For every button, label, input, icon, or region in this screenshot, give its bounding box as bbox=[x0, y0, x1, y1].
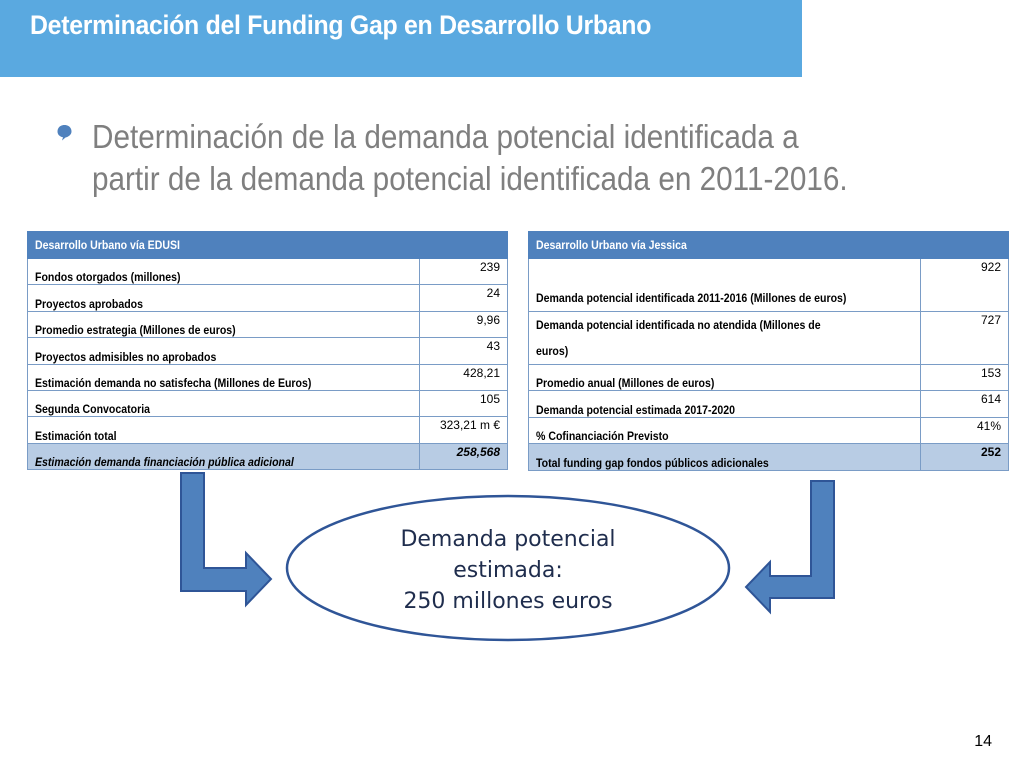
table-cell-value: 614 bbox=[921, 391, 1009, 417]
table-cell-value: 9,96 bbox=[420, 311, 508, 337]
table-cell-value: 43 bbox=[420, 338, 508, 364]
table-row-total: Total funding gap fondos públicos adicionales 252 bbox=[529, 444, 1009, 470]
table-cell-value: 105 bbox=[420, 390, 508, 416]
table-cell-value: 258,568 bbox=[420, 443, 508, 469]
table-cell-value: 24 bbox=[420, 285, 508, 311]
table-edusi-header: Desarrollo Urbano vía EDUSI bbox=[28, 232, 508, 259]
page-number: 14 bbox=[974, 733, 992, 750]
table-row-total: Estimación demanda financiación pública adicional 258,568 bbox=[28, 443, 508, 469]
table-row: Estimación demanda no satisfecha (Millones de Euros) 428,21 bbox=[28, 364, 508, 390]
table-cell-value: 727 bbox=[921, 312, 1009, 365]
table-cell-value: 41% bbox=[921, 417, 1009, 443]
table-cell-value: 153 bbox=[921, 365, 1009, 391]
table-row: % Cofinanciación Previsto 41% bbox=[529, 417, 1009, 443]
table-row: Proyectos admisibles no aprobados 43 bbox=[28, 338, 508, 364]
table-row: Demanda potencial estimada 2017-2020 614 bbox=[529, 391, 1009, 417]
table-cell-value: 922 bbox=[921, 259, 1009, 312]
table-row: Segunda Convocatoria 105 bbox=[28, 390, 508, 416]
left-arrow-icon bbox=[181, 473, 271, 605]
table-cell-value: 428,21 bbox=[420, 364, 508, 390]
bullet-text: Determinación de la demanda potencial identificada a partir de la demanda potencial identificada en 2011-2016. bbox=[92, 118, 848, 197]
slide-title: Determinación del Funding Gap en Desarrollo Urbano bbox=[30, 10, 652, 40]
table-row: Promedio anual (Millones de euros) 153 bbox=[529, 365, 1009, 391]
result-line: estimada: bbox=[453, 558, 563, 583]
table-cell-value: 323,21 m € bbox=[420, 417, 508, 443]
table-jessica-header: Desarrollo Urbano vía Jessica bbox=[529, 232, 1009, 259]
table-row: Demanda potencial identificada 2011-2016 (Millones de euros) 922 bbox=[529, 259, 1009, 312]
table-row: Estimación total 323,21 m € bbox=[28, 417, 508, 443]
table-row: Demanda potencial identificada no atendida (Millones de euros) 727 bbox=[529, 312, 1009, 365]
table-row: Fondos otorgados (millones) 239 bbox=[28, 259, 508, 285]
table-row: Proyectos aprobados 24 bbox=[28, 285, 508, 311]
table-cell-value: 239 bbox=[420, 259, 508, 285]
result-line: 250 millones euros bbox=[403, 589, 613, 614]
result-line: Demanda potencial bbox=[400, 527, 616, 552]
right-arrow-icon bbox=[746, 481, 834, 612]
table-cell-value: 252 bbox=[921, 444, 1009, 470]
result-text bbox=[380, 524, 636, 617]
table-row: Promedio estrategia (Millones de euros) 9,96 bbox=[28, 311, 508, 337]
